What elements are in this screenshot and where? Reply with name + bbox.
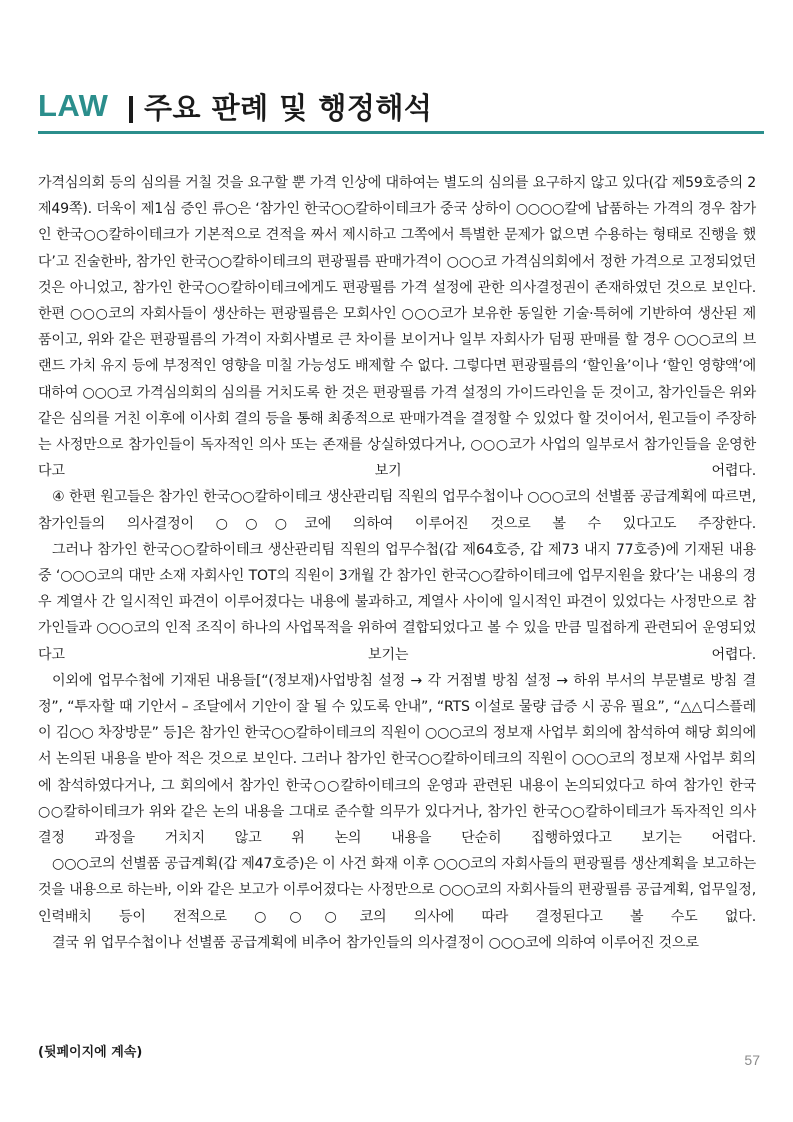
- page-title: 주요 판례 및 행정해석: [144, 91, 433, 125]
- page-number: 57: [744, 1052, 760, 1068]
- continued-note: (뒷페이지에 계속): [38, 1045, 143, 1060]
- paragraph-3: 그러나 참가인 한국○○칼하이테크 생산관리팀 직원의 업무수첩(갑 제64호증, 갑 제73 내지 77호증)에 기재된 내용 중 ‘○○○코의 대만 소재 자회사인 TOT의 직원이 3개월 간 참가인 한국○○칼하이테크에 업무지원을 왔다’는 내용의 경우 계열사 간 일시적인 파견이 이루어졌다는 내용에 불과하고, 계열사 사이에 일시적인 파견이 있었다는 사정만으로 참가인들과 ○○○코의 인적 조직이 하나의 사업목적을 위하여 결합되었다고 볼 수 있을 만큼 밀접하게 관련되어 운영되었다고 보기는 어렵다.: [38, 541, 756, 663]
- paragraph-5: ○○○코의 선별품 공급계획(갑 제47호증)은 이 사건 화재 이후 ○○○코의 자회사들의 편광필름 생산계획을 보고하는 것을 내용으로 하는바, 이와 같은 보고가 이루어졌다는 사정만으로 ○○○코의 자회사들의 편광필름 공급계획, 업무일정, 인력배치 등이 전적으로 ○○○코의 의사에 따라 결정된다고 볼 수도 없다.: [38, 856, 756, 925]
- paragraph-6: 결국 위 업무수첩이나 선별품 공급계획에 비추어 참가인들의 의사결정이 ○○○코에 의하여 이루어진 것으로: [52, 934, 699, 951]
- section-label: LAW: [38, 88, 109, 123]
- title-divider-bar: [129, 96, 133, 123]
- paragraph-4: 이외에 업무수첩에 기재된 내용들[“(정보재)사업방침 설정 → 각 거점별 방침 설정 → 하위 부서의 부문별로 방침 결정”, “투자할 때 기안서 – 조달에서 기안이 잘 될 수 있도록 안내”, “RTS 이설로 물량 급증 시 공유 필요”, “△△디스플레이 김○○ 차장방문” 등]은 참가인 한국○○칼하이테크의 직원이 ○○○코의 정보재 사업부 회의에 참석하여 해당 회의에서 논의된 내용을 받아 적은 것으로 보인다. 그러나 참가인 한국○○칼하이테크의 직원이 ○○○코의 정보재 사업부 회의에 참석하였다거나, 그 회의에서 참가인 한국○○칼하이테크의 운영과 관련된 내용이 논의되었다고 하여 참가인 한국○○칼하이테크가 위와 같은 논의 내용을 그대로 준수할 의무가 있다거나, 참가인 한국○○칼하이테크가 독자적인 의사결정 과정을 거치지 않고 위 논의 내용을 단순히 집행하였다고 보기는 어렵다.: [38, 672, 756, 847]
- paragraph-2: ④ 한편 원고들은 참가인 한국○○칼하이테크 생산관리팀 직원의 업무수첩이나 ○○○코의 선별품 공급계획에 따르면, 참가인들의 의사결정이 ○○○코에 의하여 이루어진 것으로 볼 수 있다고도 주장한다.: [38, 489, 756, 532]
- paragraph-1: 가격심의회 등의 심의를 거칠 것을 요구할 뿐 가격 인상에 대하여는 별도의 심의를 요구하지 않고 있다(갑 제59호증의 2 제49쪽). 더욱이 제1심 증인 류○은 ‘참가인 한국○○칼하이테크가 중국 상하이 ○○○○칼에 납품하는 가격의 경우 참가인 한국○○칼하이테크가 기본적으로 견적을 짜서 제시하고 그쪽에서 특별한 문제가 없으면 수용하는 형태로 진행을 했다’고 진술한바, 참가인 한국○○칼하이테크의 편광필름 판매가격이 ○○○코 가격심의회에서 정한 가격으로 고정되었던 것은 아니었고, 참가인 한국○○칼하이테크에게도 편광필름 가격 설정에 관한 의사결정권이 존재하였던 것으로 보인다. 한편 ○○○코의 자회사들이 생산하는 편광필름은 모회사인 ○○○코가 보유한 동일한 기술·특허에 기반하여 생산된 제품이고, 위와 같은 편광필름의 가격이 자회사별로 큰 차이를 보이거나 일부 자회사가 덤핑 판매를 할 경우 ○○○코의 브랜드 가치 유지 등에 부정적인 영향을 미칠 가능성도 배제할 수 없다. 그렇다면 편광필름의 ‘할인율’이나 ‘할인 영향액’에 대하여 ○○○코 가격심의회의 심의를 거치도록 한 것은 편광필름 가격 설정의 가이드라인을 둔 것이고, 참가인들은 위와 같은 심의를 거친 이후에 이사회 결의 등을 통해 최종적으로 판매가격을 결정할 수 있었다 할 것이어서, 원고들이 주장하는 사정만으로 참가인들이 독자적인 의사 또는 존재를 상실하였다거나, ○○○코가 사업의 일부로서 참가인들을 운영한다고 보기 어렵다.: [38, 175, 756, 480]
- body-text: [38, 170, 756, 956]
- page-header: [38, 84, 764, 144]
- header-underline: [38, 131, 764, 134]
